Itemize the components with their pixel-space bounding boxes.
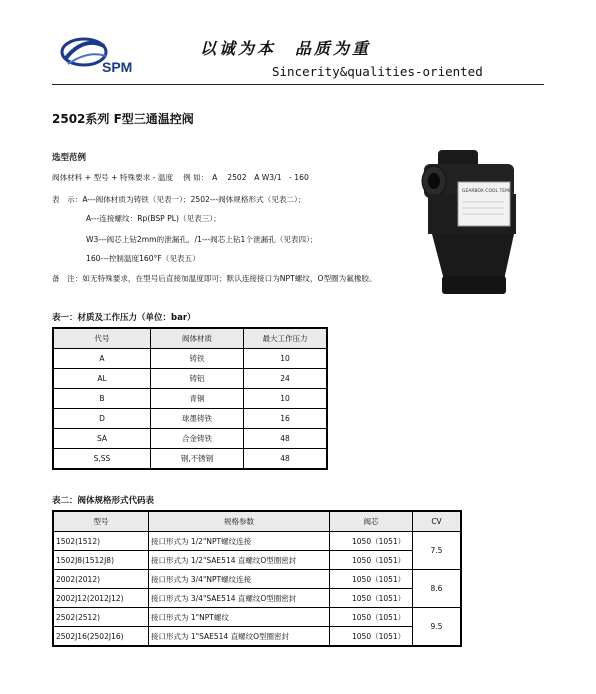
table-cell: 接口形式为 1"SAE514 直螺纹O型圈密封	[149, 627, 330, 647]
table1-heading: 表一：材质及工作压力（单位：bar）	[52, 313, 196, 323]
table-row	[53, 369, 327, 389]
table-cell: 8.6	[413, 570, 462, 608]
table-cell: S,SS	[53, 449, 151, 470]
table-row	[53, 551, 461, 570]
table-row	[53, 409, 327, 429]
slogan-cn: 以诚为本 品质为重	[200, 39, 372, 58]
selection-line-4: 160---控制温度160°F（见表五）	[86, 254, 200, 263]
table-cell: 48	[244, 429, 328, 449]
table-header-row	[53, 328, 327, 349]
table-cell: 接口形式为 3/4"NPT螺纹连接	[149, 570, 330, 589]
valve-product-image	[418, 150, 526, 296]
table-cell: D	[53, 409, 151, 429]
selection-formula: 阀体材料 + 型号 + 特殊要求 - 温度 例 如： A 2502 A W3/1 - 160	[52, 173, 309, 182]
table-row	[53, 389, 327, 409]
table-cell: 球墨铸铁	[151, 409, 244, 429]
table-cell: 钢,不锈钢	[151, 449, 244, 470]
table-cell: A	[53, 349, 151, 369]
table-cell: 接口形式为 1/2"SAE514 直螺纹O型圈密封	[149, 551, 330, 570]
header-divider	[52, 84, 544, 85]
table-cell: 9.5	[413, 608, 462, 647]
table-cell: 48	[244, 449, 328, 470]
table-cell: 2502J16(2502J16)	[53, 627, 149, 647]
table-cell: 2002J12(2012J12)	[53, 589, 149, 608]
table-cell: 1050（1051）	[330, 532, 413, 551]
table-cell: 接口形式为 1/2"NPT螺纹连接	[149, 532, 330, 551]
table-row	[53, 429, 327, 449]
table-cell: 1050（1051）	[330, 570, 413, 589]
column-header: CV	[413, 511, 462, 532]
column-header: 阀芯	[330, 511, 413, 532]
table-cell: SA	[53, 429, 151, 449]
column-header: 阀体材质	[151, 328, 244, 349]
table-cell: 10	[244, 349, 328, 369]
table-cell: 铸铁	[151, 349, 244, 369]
table-cell: 16	[244, 409, 328, 429]
table-cell: 1050（1051）	[330, 551, 413, 570]
table-cell: 10	[244, 389, 328, 409]
slogan-en: Sincerity&qualities-oriented	[272, 64, 483, 79]
column-header: 代号	[53, 328, 151, 349]
table2-heading: 表二：阀体规格形式代码表	[52, 496, 155, 506]
table-cell: 1050（1051）	[330, 589, 413, 608]
selection-note: 备 注：如无特殊要求，在型号后直接加温度即可；默认连接接口为NPT螺纹，O型圈为氟橡胶。	[52, 274, 377, 283]
table-row	[53, 570, 461, 589]
table-cell: 1502(1512)	[53, 532, 149, 551]
spm-logo	[58, 30, 148, 80]
table-cell: 1050（1051）	[330, 608, 413, 627]
table-cell: 合金铸铁	[151, 429, 244, 449]
table-cell: 1502J8(1512J8)	[53, 551, 149, 570]
table-cell: 接口形式为 1"NPT螺纹	[149, 608, 330, 627]
table-row	[53, 449, 327, 470]
table-cell: 接口形式为 3/4"SAE514 直螺纹O型圈密封	[149, 589, 330, 608]
table-row	[53, 627, 461, 647]
page-title: 2502系列 F型三通温控阀	[52, 112, 194, 126]
column-header: 最大工作压力	[244, 328, 328, 349]
table-row	[53, 349, 327, 369]
table-cell: 2502(2512)	[53, 608, 149, 627]
table-cell: AL	[53, 369, 151, 389]
selection-line-1: 表 示：A---阀体材质为铸铁（见表一）；2502---阀体规格形式（见表二）；	[52, 195, 306, 204]
table-row	[53, 589, 461, 608]
materials-table	[52, 327, 328, 470]
selection-line-3: W3---阀芯上钻2mm的泄漏孔，/1---阀芯上钻1个泄漏孔（见表四）；	[86, 235, 318, 244]
column-header: 规格参数	[149, 511, 330, 532]
table-row	[53, 608, 461, 627]
table-row	[53, 532, 461, 551]
table-cell: 24	[244, 369, 328, 389]
selection-heading: 选型范例	[52, 153, 87, 163]
spec-code-table	[52, 510, 462, 647]
logo-text: SPM	[102, 59, 133, 75]
selection-line-2: A---连接螺纹：Rp(BSP PL)（见表三）；	[86, 214, 221, 223]
table-header-row	[53, 511, 461, 532]
table-cell: 青铜	[151, 389, 244, 409]
table-cell: 铸铝	[151, 369, 244, 389]
product-label: GEARBOX COOL TEMP	[462, 189, 512, 194]
table-cell: B	[53, 389, 151, 409]
table-cell: 1050（1051）	[330, 627, 413, 647]
table-cell: 7.5	[413, 532, 462, 570]
table-cell: 2002(2012)	[53, 570, 149, 589]
column-header: 型号	[53, 511, 149, 532]
